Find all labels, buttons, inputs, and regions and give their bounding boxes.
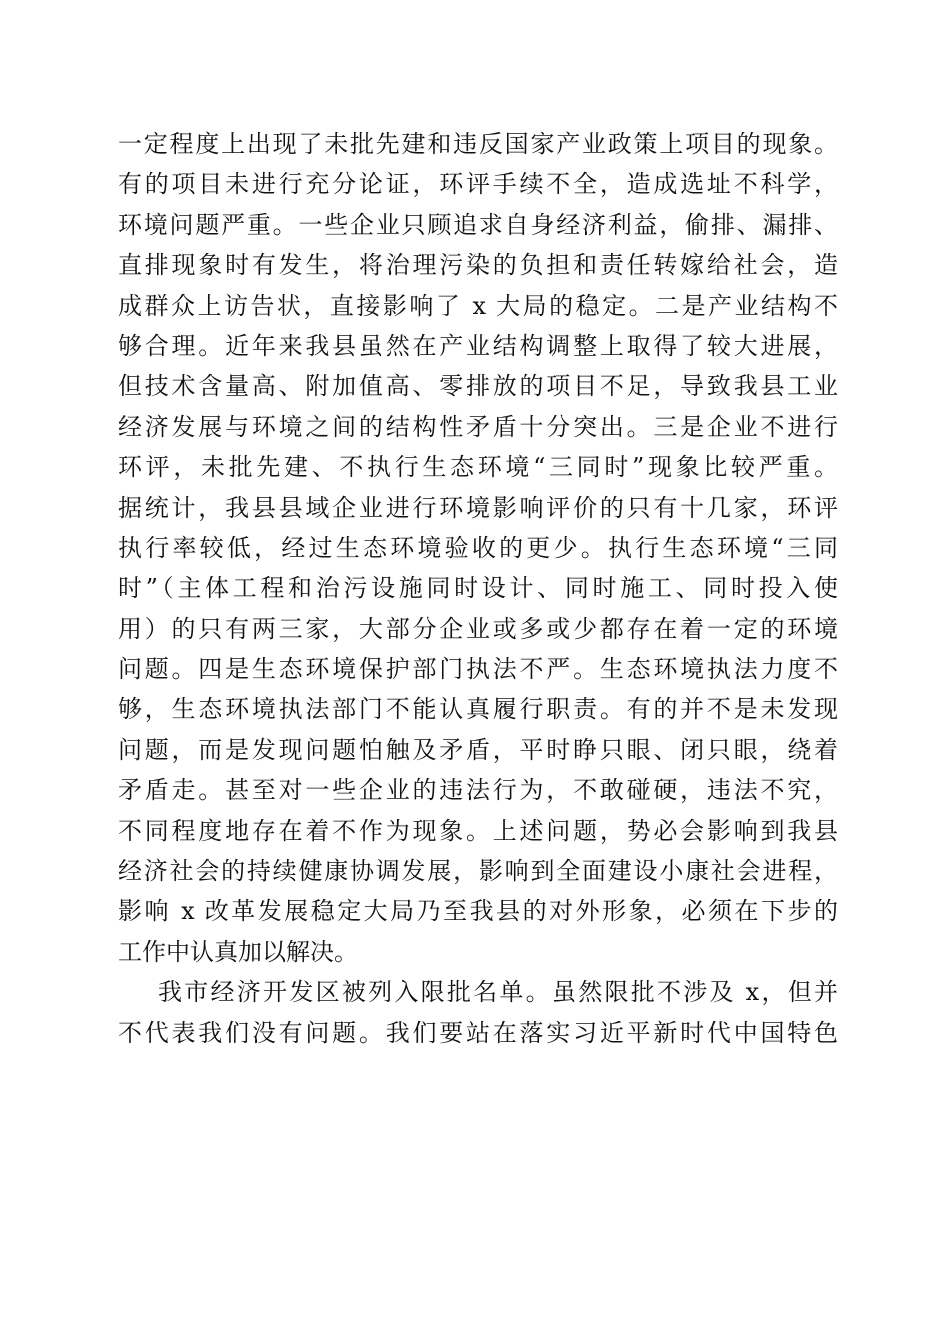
text-line: 一定程度上出现了未批先建和违反国家产业政策上项目的现象。 [118, 130, 838, 158]
text-line: 直排现象时有发生，将治理污染的负担和责任转嫁给社会，造 [118, 251, 838, 280]
text-line: 不代表我们没有问题。我们要站在落实习近平新时代中国特色 [118, 1018, 838, 1047]
text-line: 问题。四是生态环境保护部门执法不严。生态环境执法力度不 [118, 655, 838, 684]
paragraph-2 [118, 972, 838, 1053]
text-line: 执行率较低，经过生态环境验收的更少。执行生态环境“三同 [118, 533, 838, 562]
text-line: 矛盾走。甚至对一些企业的违法行为，不敢碰硬，违法不究， [118, 776, 838, 805]
text-line: 够合理。近年来我县虽然在产业结构调整上取得了较大进展， [118, 331, 838, 360]
text-line: 影响 x 改革发展稳定大局乃至我县的对外形象，必须在下步的 [118, 897, 838, 926]
text-line: 环境问题严重。一些企业只顾追求自身经济利益，偷排、漏排、 [118, 210, 838, 239]
text-line: 不同程度地存在着不作为现象。上述问题，势必会影响到我县 [118, 816, 838, 845]
body-text [118, 124, 838, 1053]
text-line: 问题，而是发现问题怕触及矛盾，平时睁只眼、闭只眼，绕着 [118, 735, 838, 764]
text-line: 经济发展与环境之间的结构性矛盾十分突出。三是企业不进行 [118, 412, 838, 441]
text-line: 我市经济开发区被列入限批名单。虽然限批不涉及 x，但并 [158, 978, 838, 1007]
text-line: 工作中认真加以解决。 [118, 937, 358, 966]
text-line: 用）的只有两三家，大部分企业或多或少都存在着一定的环境 [118, 614, 838, 643]
paragraph-1 [118, 124, 838, 972]
text-line: 但技术含量高、附加值高、零排放的项目不足，导致我县工业 [118, 372, 838, 401]
text-line: 据统计，我县县域企业进行环境影响评价的只有十几家，环评 [118, 493, 838, 522]
text-line: 够，生态环境执法部门不能认真履行职责。有的并不是未发现 [118, 695, 838, 724]
text-line: 时”（主体工程和治污设施同时设计、同时施工、同时投入使 [118, 574, 838, 603]
text-line: 环评，未批先建、不执行生态环境“三同时”现象比较严重。 [118, 453, 838, 482]
text-line: 有的项目未进行充分论证，环评手续不全，造成选址不科学， [118, 170, 838, 199]
text-line: 成群众上访告状，直接影响了 x 大局的稳定。二是产业结构不 [118, 291, 838, 320]
text-line: 经济社会的持续健康协调发展，影响到全面建设小康社会进程， [118, 857, 838, 886]
